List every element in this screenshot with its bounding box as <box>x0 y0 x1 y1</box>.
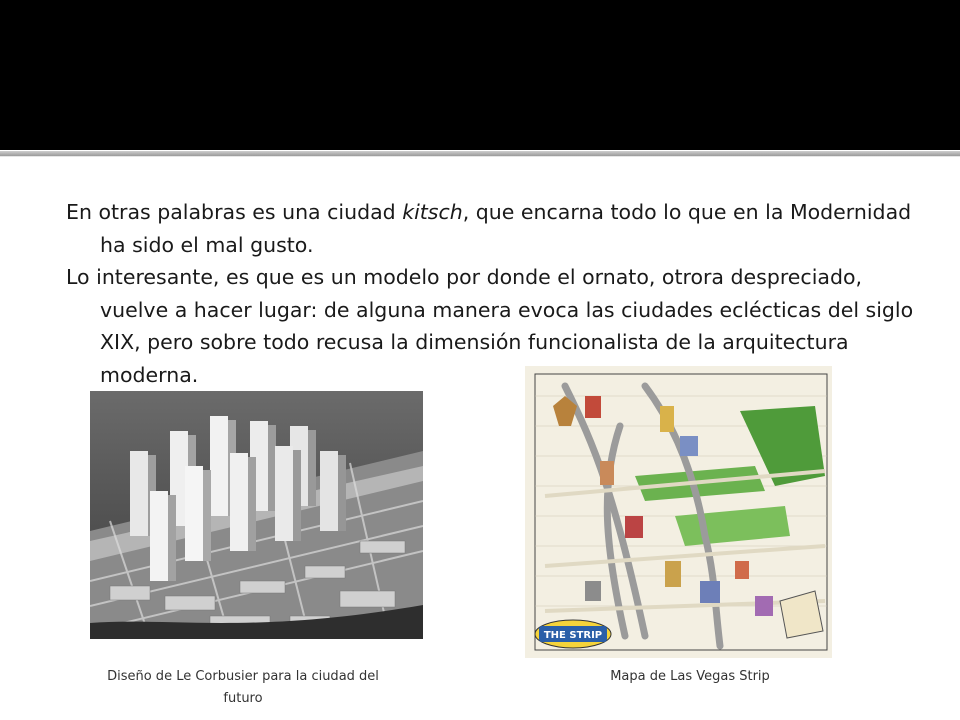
header-band <box>0 0 960 150</box>
paragraph-1-end: , que encarna todo lo que en la Modernidad ha sido el mal gusto. <box>100 200 912 257</box>
paragraph-1-start: En otras palabras es una ciudad <box>66 200 403 224</box>
paragraph-1-emphasis: kitsch <box>402 200 463 224</box>
le-corbusier-model-photo <box>90 391 423 639</box>
header-divider <box>0 151 960 157</box>
paragraph-1 <box>66 196 926 261</box>
slide-body <box>66 196 926 391</box>
left-photo-caption: Diseño de Le Corbusier para la ciudad del futuro <box>107 669 379 706</box>
las-vegas-strip-map <box>525 366 832 658</box>
map-badge-label: THE STRIP <box>543 630 603 641</box>
paragraph-2: Lo interesante, es que es un modelo por donde el ornato, otrora despreciado, vuelve a hacer lugar: de alguna manera evoca las ciudades eclécticas del siglo XIX, pero sobre todo recusa la dimensión funcionalista de la arquitectura moderna. <box>66 265 914 387</box>
right-photo-caption: Mapa de Las Vegas Strip <box>610 669 770 684</box>
